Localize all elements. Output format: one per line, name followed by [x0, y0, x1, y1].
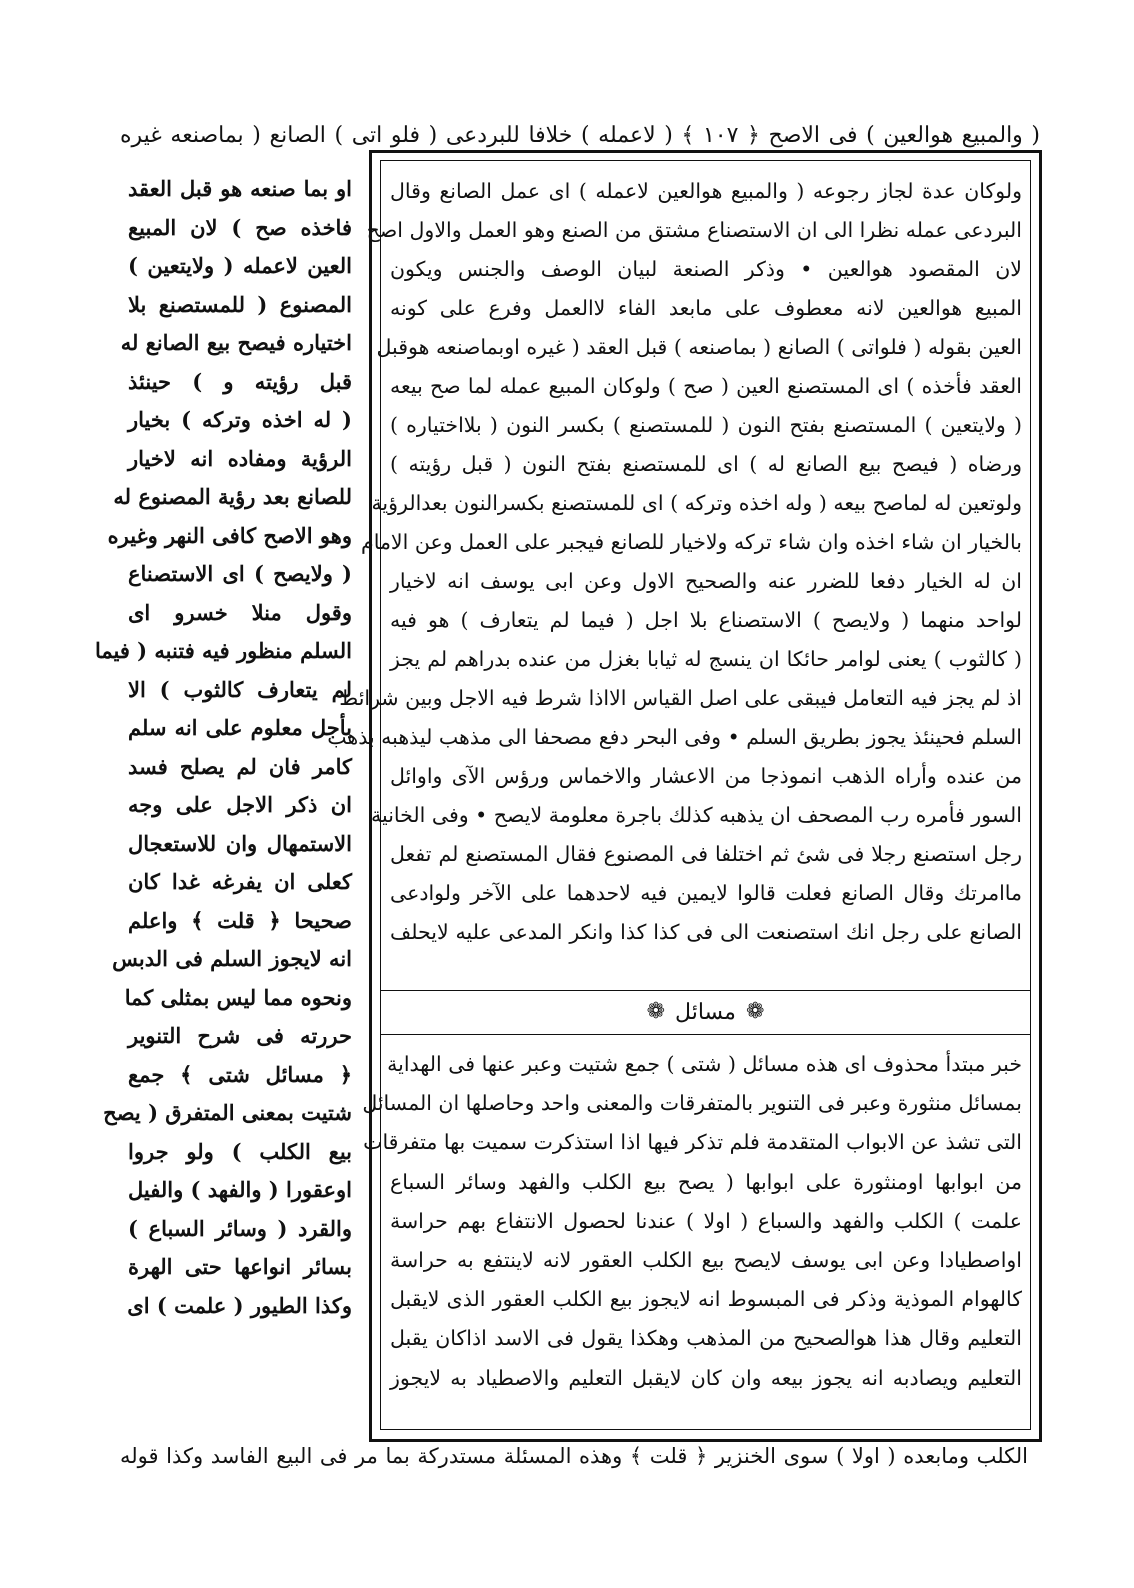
text-line: المبيع هوالعين لانه معطوف على مابعد الفاء لاالعمل وفرع على كونه — [390, 296, 1022, 320]
text-line: ان ذكر الاجل على وجه — [128, 792, 352, 817]
text-line: ونحوه مما ليس بمثلى كما — [124, 984, 352, 1010]
text-line: رجل استصنع رجلا فى شئ ثم اختلفا فى المصنوع فقال المستصنع لم تفعل — [390, 842, 1022, 866]
text-line: شتيت بمعنى المتفرق ( يصح — [103, 1100, 352, 1125]
text-line: ان له الخيار دفعا للضرر عنه والصحيح الاول وعن ابى يوسف انه لاخيار — [390, 569, 1022, 593]
text-line: صحيحا ﴿ قلت ﴾ واعلم — [128, 907, 352, 933]
continuation-line: الكلب ومابعده ( اولا ) سوى الخنزير ﴿ قلت ﴾ وهذه المسئلة مستدركة بما مر فى البيع الفاسد وكذا قوله — [120, 1444, 1028, 1468]
text-line: السلم فحينئذ يجوز بطريق السلم • وفى البحر دفع مصحفا الى مذهب ليذهبه بذهب — [327, 725, 1022, 749]
text-line: اوعقورا ( والفهد ) والفيل — [127, 1177, 352, 1202]
text-line: اواصطيادا وعن ابى يوسف لايصح بيع الكلب العقور لانه لاينتفع به حراسة — [390, 1247, 1022, 1272]
text-line: العين لاعمله ( ولايتعين ) — [128, 253, 352, 278]
text-line: علمت ) الكلب والفهد والسباع ( اولا ) عندنا لحصول الانتفاع بهم حراسة — [390, 1208, 1022, 1233]
text-line: كعلى ان يفرغه غدا كان — [128, 869, 352, 894]
text-line: وقول منلا خسرو اى — [128, 599, 352, 625]
text-line: لان المقصود هوالعين • وذكر الصنعة لبيان الوصف والجنس ويكون — [390, 257, 1022, 281]
text-line: بأجل معلوم على انه سلم — [128, 715, 352, 740]
text-line: بالخيار ان شاء اخذه وان شاء تركه ولاخيار للصانع فيجبر على العمل وعن الامام — [361, 530, 1022, 554]
text-line: ورضاه ( فيصح بيع الصانع له ) اى للمستصنع بفتح النون ( قبل رؤيته ) — [390, 452, 1022, 476]
text-line: من ابوابها اومنثورة على ابوابها ( يصح بيع الكلب والفهد وسائر السباع — [390, 1169, 1022, 1194]
running-header: ( والمبيع هوالعين ) فى الاصح ﴿ ١٠٧ ﴾ ( لاعمله ) خلافا للبردعى ( فلو اتى ) الصانع ( بماصنعه غيره — [120, 123, 1040, 148]
text-line: كامر فان لم يصلح فسد — [128, 753, 352, 779]
text-line: ( كالثوب ) يعنى لوامر حائكا ان ينسج له ثيابا بغزل من عنده بدراهم لم يجز — [390, 647, 1022, 671]
text-line: او بما صنعه هو قبل العقد — [128, 176, 352, 201]
ornament-icon: ❁ — [745, 999, 765, 1024]
text-line: الصانع على رجل انك استصنعت الى فى كذا كذا وانكر المدعى عليه لايحلف — [390, 920, 1022, 944]
text-line: ( ولايتعين ) المستصنع بفتح النون ( للمستصنع ) بكسر النون ( بلااختياره ) — [390, 413, 1022, 437]
text-line: ولوتعين له لماصح بيعه ( وله اخذه وتركه ) اى للمستصنع بكسرالنون بعدالرؤية — [371, 491, 1022, 515]
text-line: التعليم ويصادبه انه يجوز بيعه وان كان لايقبل التعليم والاصطياد به لايجوز — [390, 1365, 1022, 1390]
text-line: خبر مبتدأ محذوف اى هذه مسائل ( شتى ) جمع شتيت وعبر عنها فى الهداية — [387, 1052, 1022, 1076]
text-line: السلم منظور فيه فتنبه ( فيما — [94, 638, 352, 663]
commentary-text-top — [327, 172, 1022, 952]
text-line: لواحد منهما ( ولايصح ) الاستصناع بلا اجل ( فيما لم يتعارف ) هو فيه — [390, 608, 1022, 632]
text-line: بسائر انواعها حتى الهرة — [128, 1254, 352, 1279]
text-line: وكذا الطيور ( علمت ) اى — [127, 1292, 352, 1318]
text-line: حررته فى شرح التنوير — [128, 1023, 352, 1048]
text-line: من عنده وأراه الذهب انموذجا من الاعشار والاخماس ورؤس الآى واوائل — [390, 764, 1022, 788]
text-line: العين بقوله ( فلواتى ) الصانع ( بماصنعه ) قبل العقد ( غيره اوبماصنعه هوقبل — [376, 335, 1022, 359]
text-line: اختياره فيصح بيع الصانع له — [120, 330, 352, 355]
text-line: بيع الكلب ) ولو جروا — [128, 1138, 352, 1164]
text-line: العقد فأخذه ) اى المستصنع العين ( صح ) ولوكان المبيع عمله لما صح بيعه — [390, 374, 1022, 398]
text-line: وهو الاصح كافى النهر وغيره — [107, 522, 352, 548]
text-line: المصنوع ( للمستصنع بلا — [128, 291, 352, 317]
text-line: السور فأمره رب المصحف ان يذهبه كذلك باجرة معلومة لايصح • وفى الخانية — [371, 803, 1022, 827]
text-line: ماامرتك وقال الصانع فعلت قالوا لايمين فيه لاحدهما على الآخر ولوادعى — [390, 881, 1022, 905]
text-line: للصانع بعد رؤية المصنوع له — [113, 484, 352, 509]
text-line: فاخذه صح ) لان المبيع — [128, 214, 352, 240]
text-line: البردعى عمله نظرا الى ان الاستصناع مشتق من الصنع وهو العمل والاول اصح — [366, 218, 1022, 242]
text-line: بمسائل منثورة وعبر فى التنوير بالمتفرقات والمعنى واحد وحاصلها ان المسائل — [362, 1091, 1022, 1116]
marginal-text — [94, 170, 352, 1325]
text-line: لم يتعارف كالثوب ) الا — [128, 676, 352, 702]
text-line: كالهوام الموذية وذكر فى المبسوط انه لايجوز بيع الكلب العقور الذى لايقبل — [390, 1287, 1022, 1312]
text-line: الاستمهال وان للاستعجال — [128, 830, 352, 856]
text-line: التعليم وقال هذا هوالصحيح من المذهب وهكذا يقول فى الاسد اذاكان يقبل — [390, 1326, 1022, 1351]
commentary-text-bottom — [362, 1045, 1022, 1398]
text-line: ( له اخذه وتركه ) بخيار — [128, 407, 352, 432]
text-line: ﴿ مسائل شتى ﴾ جمع — [128, 1061, 352, 1087]
section-divider-bottom — [381, 1034, 1030, 1035]
section-heading — [380, 990, 1031, 1034]
section-title: مسائل — [675, 999, 736, 1025]
text-line: اذ لم يجز فيه التعامل فيبقى على اصل القياس الااذا شرط فيه الاجل وبين شرائط — [339, 686, 1022, 710]
text-line: والقرد ( وسائر السباع ) — [128, 1215, 352, 1241]
text-line: التى تشذ عن الابواب المتقدمة فلم تذكر فيها اذا استذكرت سميت بها متفرقات — [363, 1130, 1022, 1155]
text-line: ولوكان عدة لجاز رجوعه ( والمبيع هوالعين لاعمله ) اى عمل الصانع وقال — [390, 179, 1022, 203]
ornament-icon: ❁ — [646, 999, 666, 1024]
text-line: ( ولايصح ) اى الاستصناع — [128, 561, 352, 586]
text-line: الرؤية ومفاده انه لاخيار — [128, 445, 352, 471]
text-line: انه لايجوز السلم فى الدبس — [112, 946, 352, 971]
text-line: قبل رؤيته و ) حينئذ — [128, 368, 352, 394]
